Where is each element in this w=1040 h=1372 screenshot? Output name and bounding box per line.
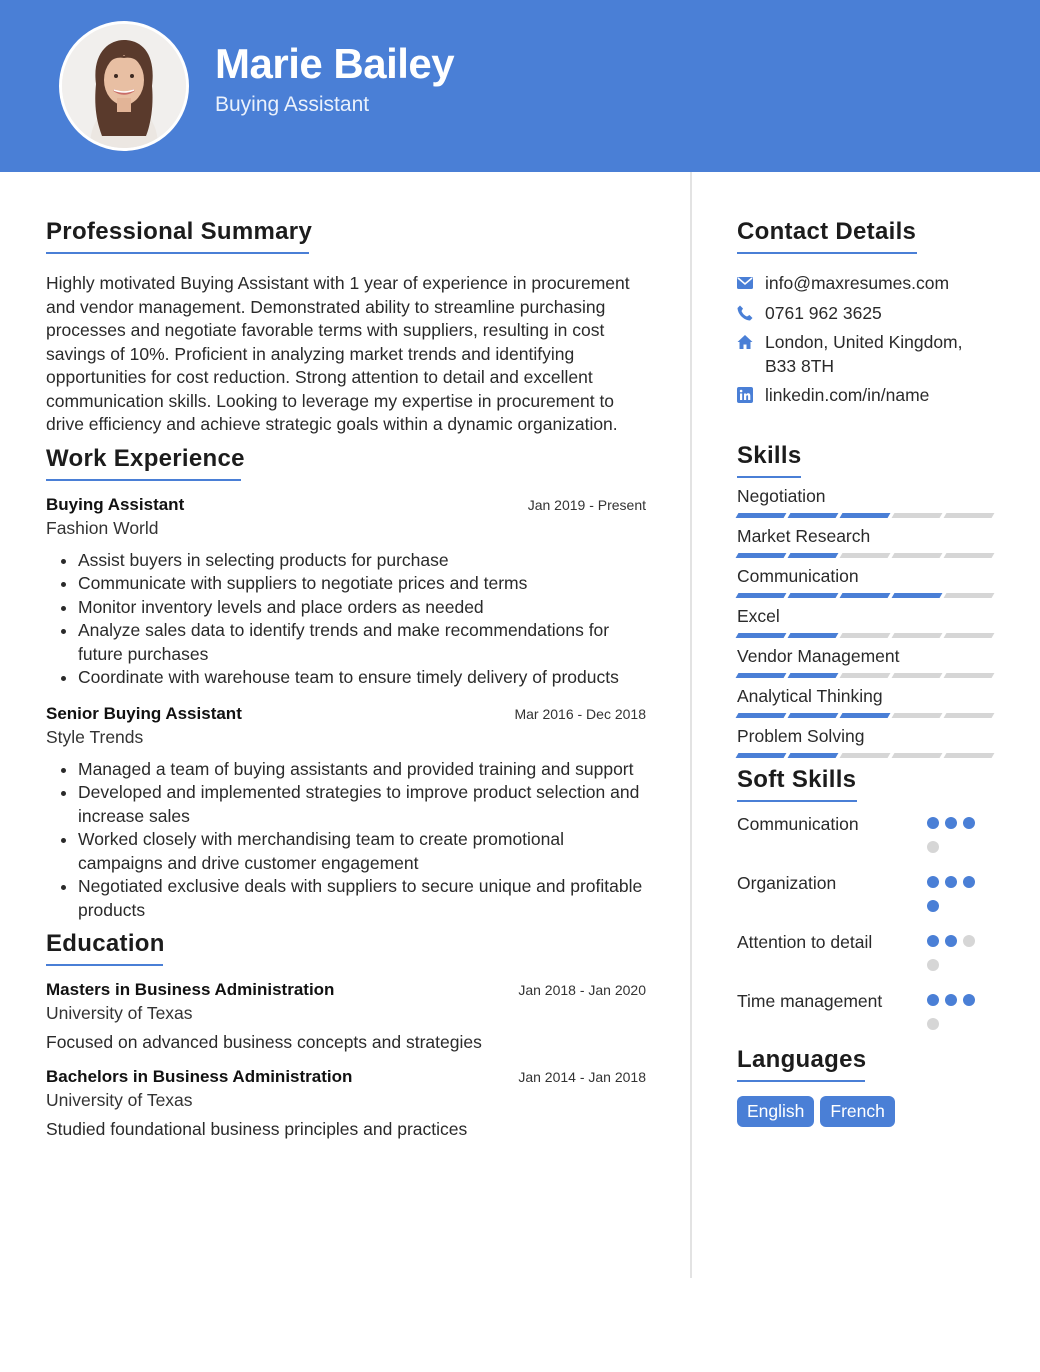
- education-dates: Jan 2018 - Jan 2020: [518, 982, 646, 998]
- skill-level-segment: [840, 633, 891, 638]
- skill-level-segment: [892, 633, 943, 638]
- skill-level-segment: [944, 593, 995, 598]
- languages-heading-text: Languages: [737, 1045, 867, 1073]
- address-line-2: B33 8TH: [765, 355, 835, 376]
- skill-level-segment: [840, 753, 891, 758]
- education-description: Focused on advanced business concepts and strategies: [46, 1032, 482, 1052]
- skills-heading-text: Skills: [737, 441, 802, 469]
- skill-name: Market Research: [737, 525, 871, 546]
- phone-text: 0761 962 3625: [765, 302, 882, 323]
- skill-level-segment: [892, 713, 943, 718]
- right-column: [737, 214, 997, 1127]
- job-bullets: [46, 758, 646, 923]
- soft-skill-level-dot: [927, 876, 939, 888]
- skill-item: [737, 566, 997, 598]
- soft-skill-level-dot: [927, 841, 939, 853]
- skills-list: [737, 486, 997, 758]
- skill-level-segment: [736, 513, 787, 518]
- skills-heading: [737, 438, 802, 478]
- soft-skill-name: Communication: [737, 813, 859, 834]
- email-text: info@maxresumes.com: [765, 273, 950, 293]
- skill-bar: [737, 713, 997, 718]
- skill-level-segment: [788, 593, 839, 598]
- skill-level-segment: [736, 633, 787, 638]
- school-name: University of Texas: [46, 1090, 193, 1110]
- skill-name: Analytical Thinking: [737, 685, 883, 706]
- soft-skill-dots: [927, 871, 997, 924]
- school-name: University of Texas: [46, 1003, 193, 1023]
- skill-level-segment: [788, 553, 839, 558]
- degree-title: Bachelors in Business Administration: [46, 1067, 353, 1086]
- skill-name: Negotiation: [737, 485, 826, 506]
- skill-level-segment: [736, 553, 787, 558]
- skill-level-segment: [892, 673, 943, 678]
- column-divider: [690, 172, 692, 1278]
- soft-skill-dots: [927, 812, 997, 865]
- skill-level-segment: [736, 593, 787, 598]
- bullet-item: • Assist buyers in selecting products for purchase: [78, 549, 646, 573]
- skill-bar: [737, 593, 997, 598]
- skill-level-segment: [944, 633, 995, 638]
- skill-item: [737, 486, 997, 518]
- soft-skill-level-dot: [927, 817, 939, 829]
- contact-email[interactable]: [737, 272, 997, 296]
- languages-list: [737, 1096, 997, 1127]
- profile-photo: [59, 21, 189, 151]
- skill-level-segment: [788, 713, 839, 718]
- skill-level-segment: [840, 593, 891, 598]
- skill-name: Problem Solving: [737, 725, 865, 746]
- summary-heading: [46, 214, 312, 254]
- soft-skill-name: Time management: [737, 990, 883, 1011]
- skill-level-segment: [892, 553, 943, 558]
- skill-item: [737, 606, 997, 638]
- skill-level-segment: [788, 633, 839, 638]
- skill-bar: [737, 753, 997, 758]
- contact-phone[interactable]: [737, 302, 997, 326]
- skill-level-segment: [944, 713, 995, 718]
- job-dates: Mar 2016 - Dec 2018: [514, 705, 646, 722]
- skill-bar: [737, 553, 997, 558]
- skill-bar: [737, 633, 997, 638]
- summary-heading-text: Professional Summary: [46, 218, 313, 245]
- skill-item: [737, 526, 997, 558]
- soft-skill-dots: [927, 989, 997, 1042]
- soft-skill-level-dot: [927, 900, 939, 912]
- job-title: Buying Assistant: [46, 494, 185, 514]
- bullet-item: • Coordinate with warehouse team to ensure timely delivery of products: [78, 666, 646, 690]
- contact-heading-text: Contact Details: [737, 218, 917, 245]
- heading-underline: [46, 252, 309, 254]
- bullet-item: • Worked closely with merchandising team to create promotional campaigns and drive customer engagement: [78, 828, 646, 875]
- heading-underline: [46, 479, 241, 481]
- bullet-item: • Managed a team of buying assistants and provided training and support: [78, 758, 646, 782]
- skill-bar: [737, 673, 997, 678]
- education-heading: [46, 926, 165, 966]
- heading-underline: [737, 1080, 865, 1082]
- skill-level-segment: [840, 513, 891, 518]
- bullet-item: • Monitor inventory levels and place orders as needed: [78, 596, 646, 620]
- heading-underline: [737, 800, 857, 802]
- heading-underline: [737, 252, 917, 254]
- soft-skills-heading: [737, 762, 856, 802]
- portrait-image: [62, 24, 186, 148]
- skill-level-segment: [892, 593, 943, 598]
- envelope-icon: [737, 275, 753, 291]
- soft-skill-level-dot: [927, 994, 939, 1006]
- job-dates: Jan 2019 - Present: [527, 496, 646, 513]
- skill-name: Excel: [737, 605, 780, 626]
- education-description: Studied foundational business principles and practices: [46, 1119, 468, 1139]
- degree-title: Masters in Business Administration: [46, 980, 335, 999]
- bullet-item: • Developed and implemented strategies to improve product selection and increase sales: [78, 781, 646, 828]
- contact-address: [737, 331, 997, 378]
- home-icon: [737, 334, 753, 350]
- bullet-item: • Analyze sales data to identify trends and make recommendations for future purchases: [78, 619, 646, 666]
- soft-skill-dots: [927, 930, 997, 983]
- soft-skill-item: [737, 930, 997, 983]
- soft-skill-item: [737, 871, 997, 924]
- skill-level-segment: [788, 513, 839, 518]
- soft-skills-heading-text: Soft Skills: [737, 765, 857, 793]
- job-entry: [46, 704, 646, 923]
- soft-skill-item: [737, 812, 997, 865]
- candidate-name: Marie Bailey: [215, 40, 455, 87]
- skill-level-segment: [892, 753, 943, 758]
- education-entry: [46, 980, 646, 1053]
- soft-skill-level-dot: [927, 1018, 939, 1030]
- experience-heading-text: Work Experience: [46, 444, 245, 472]
- skill-name: Communication: [737, 565, 859, 586]
- job-company: Fashion World: [46, 517, 159, 538]
- left-column: [46, 214, 646, 1140]
- soft-skill-name: Attention to detail: [737, 931, 873, 952]
- skill-bar: [737, 513, 997, 518]
- skill-level-segment: [788, 673, 839, 678]
- language-badge: French: [820, 1096, 894, 1127]
- skill-level-segment: [944, 753, 995, 758]
- skill-level-segment: [736, 753, 787, 758]
- bullet-item: • Communicate with suppliers to negotiate prices and terms: [78, 572, 646, 596]
- skill-level-segment: [736, 713, 787, 718]
- soft-skill-level-dot: [927, 935, 939, 947]
- skill-item: [737, 726, 997, 758]
- skill-item: [737, 686, 997, 718]
- skill-level-segment: [944, 513, 995, 518]
- linkedin-icon: [737, 387, 753, 403]
- soft-skill-name: Organization: [737, 872, 837, 893]
- linkedin-text: linkedin.com/in/name: [765, 385, 930, 405]
- phone-icon: [737, 305, 753, 321]
- heading-underline: [46, 964, 163, 966]
- education-entry: [46, 1067, 646, 1140]
- skill-level-segment: [840, 673, 891, 678]
- experience-heading: [46, 441, 245, 481]
- skill-level-segment: [892, 513, 943, 518]
- skill-name: Vendor Management: [737, 645, 900, 666]
- header-banner: [0, 0, 1040, 172]
- job-bullets: [46, 549, 646, 690]
- contact-linkedin[interactable]: [737, 384, 997, 408]
- skill-level-segment: [840, 553, 891, 558]
- education-heading-text: Education: [46, 930, 165, 957]
- skill-item: [737, 646, 997, 678]
- heading-underline: [737, 476, 801, 478]
- contact-heading: [737, 214, 916, 254]
- languages-heading: [737, 1042, 866, 1082]
- education-dates: Jan 2014 - Jan 2018: [518, 1069, 646, 1085]
- bullet-item: • Negotiated exclusive deals with suppliers to secure unique and profitable products: [78, 875, 646, 922]
- soft-skill-level-dot: [945, 817, 957, 829]
- job-entry: [46, 495, 646, 690]
- candidate-title: Buying Assistant: [215, 93, 370, 116]
- soft-skill-level-dot: [945, 994, 957, 1006]
- soft-skills-list: [737, 812, 997, 1042]
- skill-level-segment: [840, 713, 891, 718]
- soft-skill-level-dot: [963, 876, 975, 888]
- soft-skill-level-dot: [963, 817, 975, 829]
- job-title: Senior Buying Assistant: [46, 703, 242, 723]
- skill-level-segment: [944, 673, 995, 678]
- skill-level-segment: [944, 553, 995, 558]
- soft-skill-level-dot: [963, 994, 975, 1006]
- soft-skill-level-dot: [945, 876, 957, 888]
- soft-skill-item: [737, 989, 997, 1042]
- soft-skill-level-dot: [963, 935, 975, 947]
- summary-text: Highly motivated Buying Assistant with 1 year of experience in procurement and vendor management. Demonstrated ability to streamline purchasing processes and negotiate favorable terms with suppliers, resulting in cost savings of 10%. Proficient in analyzing market trends and identifying opportunities for cost reduction. Strong attention to detail and excellent communication skills. Looking to leverage my expertise in procurement to drive efficiency and achieve strategic goals within a dynamic organization.: [46, 273, 630, 434]
- soft-skill-level-dot: [927, 959, 939, 971]
- address-line-1: London, United Kingdom,: [765, 332, 963, 352]
- contact-list: [737, 272, 997, 408]
- address-text: [765, 331, 963, 378]
- skill-level-segment: [788, 753, 839, 758]
- language-badge: English: [737, 1096, 814, 1127]
- job-company: Style Trends: [46, 726, 144, 747]
- soft-skill-level-dot: [945, 935, 957, 947]
- skill-level-segment: [736, 673, 787, 678]
